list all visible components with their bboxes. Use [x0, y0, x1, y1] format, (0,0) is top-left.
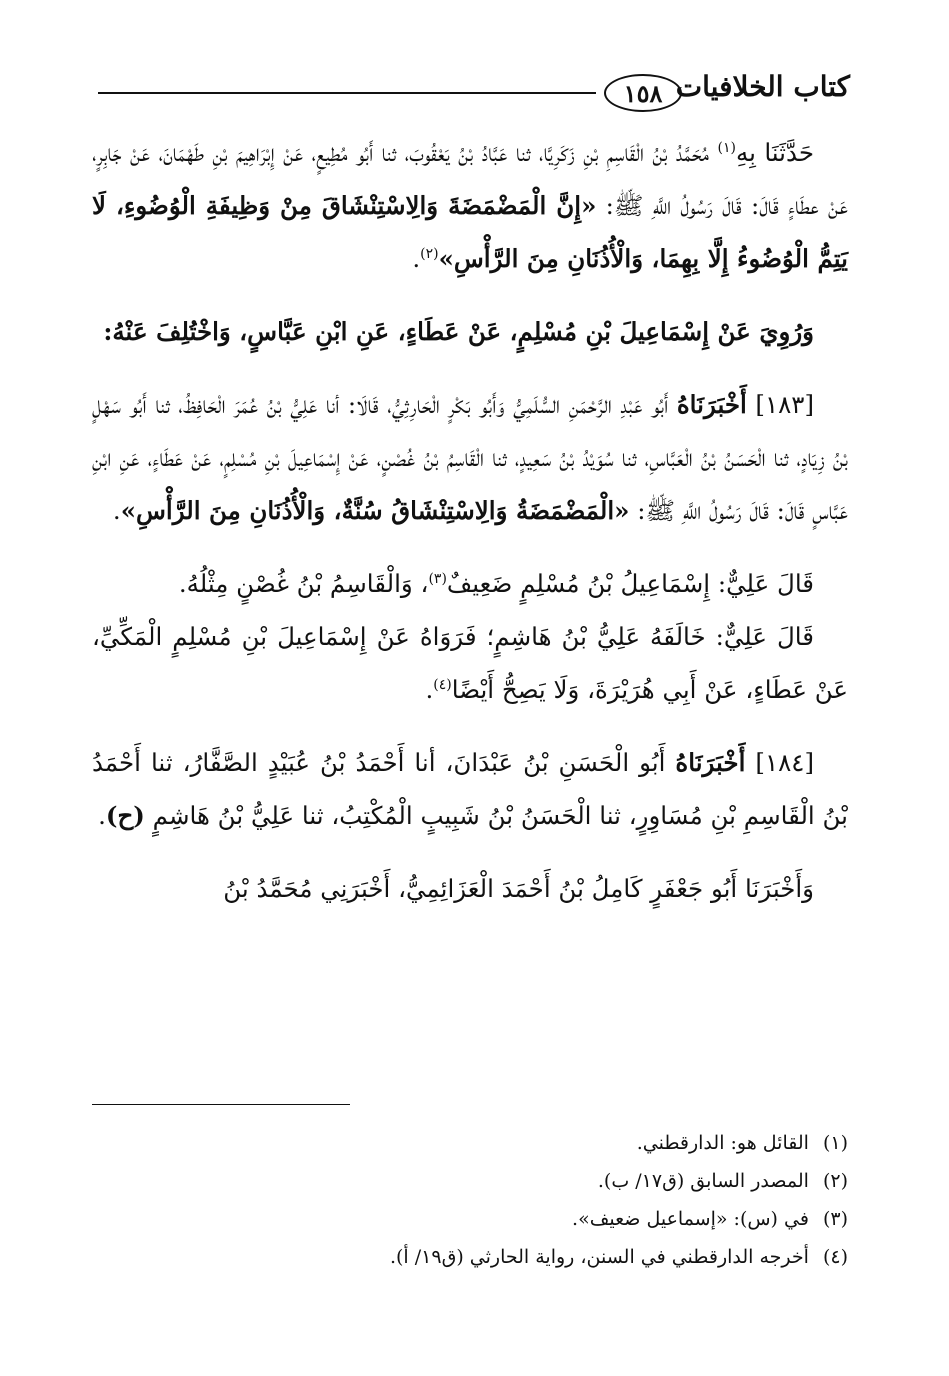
akhbarana-183: أَخْبَرَنَاهُ	[676, 390, 747, 419]
page-number: ١٥٨	[604, 74, 682, 112]
footnote-ref-3: (٣)	[428, 570, 447, 587]
footnote-2	[92, 1162, 848, 1200]
main-text	[92, 126, 848, 915]
paragraph-4-text-b: ، وَالْقَاسِمُ بْنُ غُصْنٍ مِثْلُهُ.	[178, 569, 429, 598]
paragraph-4	[92, 557, 848, 610]
footnote-text: أخرجه الدارقطني في السنن، رواية الحارثي (ق١٩/ أ).	[389, 1246, 809, 1268]
footnote-ref-4: (٤)	[433, 676, 452, 693]
footnote-4	[92, 1238, 848, 1276]
paragraph-1-text-d: .	[412, 244, 421, 273]
paragraph-6-end: .	[98, 801, 106, 830]
hadith-quote-2: «الْمَضْمَضَةُ وَالِاسْتِنْشَاقُ سُنَّةٌ، وَالْأُذُنَانِ مِنَ الرَّأْسِ»	[120, 496, 630, 525]
book-title: كتاب الخلافيات	[675, 70, 850, 103]
header-rule	[98, 92, 596, 94]
paragraph-5-text-a: قَالَ عَلِيٌّ: خَالَفَهُ عَلِيُّ بْنُ هَاشِمٍ؛ فَرَوَاهُ عَنْ إِسْمَاعِيلَ بْنِ مُسْلِمٍ الْمَكِّيِّ، عَنْ عَطَاءٍ، عَنْ أَبِي هُرَيْرَةَ، وَلَا يَصِحُّ أَيْضًا	[92, 622, 848, 704]
footnote-number: (١)	[822, 1132, 848, 1154]
page-header	[90, 68, 850, 116]
footnote-text: في (س): «إسماعيل ضعيف».	[572, 1208, 809, 1230]
footnote-number: (٤)	[822, 1246, 848, 1268]
footnote-ref-2: (٢)	[420, 245, 439, 262]
footnote-number: (٢)	[822, 1170, 848, 1192]
paragraph-7: وَأَخْبَرَنَا أَبُو جَعْفَرٍ كَامِلُ بْنُ أَحْمَدَ الْعَزَائِمِيُّ، أَخْبَرَنِي مُحَمَّدُ بْنُ	[223, 874, 814, 903]
footnote-number: (٣)	[822, 1208, 848, 1230]
paragraph-4-text-a: قَالَ عَلِيٌّ: إِسْمَاعِيلُ بْنُ مُسْلِمٍ ضَعِيفٌ	[446, 569, 814, 598]
footnote-1	[92, 1124, 848, 1162]
paragraph-1	[92, 126, 848, 285]
paragraph-3-end: .	[112, 496, 121, 525]
hadith-number-184: [١٨٤]	[745, 748, 814, 777]
paragraph-3	[92, 378, 848, 537]
paragraph-5	[92, 610, 848, 716]
footnote-text: المصدر السابق (ق١٧/ ب).	[597, 1170, 809, 1192]
paragraph-2: وَرُوِيَ عَنْ إِسْمَاعِيلَ بْنِ مُسْلِمٍ، عَنْ عَطَاءٍ، عَنِ ابْنِ عَبَّاسٍ، وَاخْتُلِفَ عَنْهُ:	[103, 317, 814, 346]
hadith-quote-1: «إِنَّ الْمَضْمَضَةَ وَالِاسْتِنْشَاقَ مِنْ وَظِيفَةِ الْوُضُوءِ، لَا يَتِمُّ الْوُضُوءُ إِلَّا بِهِمَا، وَالْأُذُنَانِ مِنَ الرَّأْسِ»	[92, 191, 848, 273]
footnotes	[92, 1124, 848, 1276]
footnote-3	[92, 1200, 848, 1238]
tahwil-marker: (ح)	[105, 801, 145, 830]
paragraph-5-text-b: .	[425, 675, 434, 704]
akhbarana-184: أَخْبَرَنَاهُ	[675, 748, 746, 777]
footnote-ref-1: (١)	[717, 139, 736, 156]
footnote-separator	[92, 1104, 350, 1105]
paragraph-6-text: أَبُو الْحَسَنِ بْنُ عَبْدَانَ، أنا أَحْمَدُ بْنُ عُبَيْدٍ الصَّفَّارُ، ثنا أَحْمَدُ بْنُ الْقَاسِمِ بْنِ مُسَاوِرٍ، ثنا الْحَسَنُ بْنُ شَبِيبٍ الْمُكْتِبُ، ثنا عَلِيُّ بْنُ هَاشِمٍ	[92, 748, 848, 830]
paragraph-1-text-b: مُحَمَّدُ بْنُ الْقَاسِمِ بْنِ زَكَرِيَّا، ثنا عَبَّادُ بْنُ يَعْقُوبَ، ثنا أَبُو مُطِيعٍ، عَنْ إِبْرَاهِيمَ بْنِ طَهْمَانَ، عَنْ جَابِرٍ، عَنْ عطَاءٍ قَالَ: قَالَ رَسُولُ اللَّهِ ﷺ:	[92, 138, 848, 220]
paragraph-3-text: أَبُو عَبْدِ الرَّحْمَنِ السُّلَمِيُّ وَأَبُو بَكْرٍ الْحَارِثِيُّ، قَالَا: أنا عَلِيُّ بْنُ عُمَرَ الْحَافِظُ، ثنا أَبُو سَهْلٍ بْنُ زِيَادٍ، ثنا الْحَسَنُ بْنُ الْعَبَّاسِ، ثنا سُوَيْدُ بْنُ سَعِيدٍ، ثنا الْقَاسِمُ بْنُ غُصْنٍ، عَنْ إِسْمَاعِيلَ بْنِ مُسْلِمٍ، عَنْ عَطَاءٍ، عَنِ ابْنِ عَبَّاسٍ قَالَ: قَالَ رَسُولُ اللَّهِ ﷺ:	[92, 390, 848, 525]
footnote-text: القائل هو: الدارقطني.	[636, 1132, 809, 1154]
hadith-number-183: [١٨٣]	[746, 390, 814, 419]
paragraph-6	[92, 736, 848, 842]
paragraph-1-text-a: حَدَّثَنَا بِهِ	[735, 138, 814, 167]
